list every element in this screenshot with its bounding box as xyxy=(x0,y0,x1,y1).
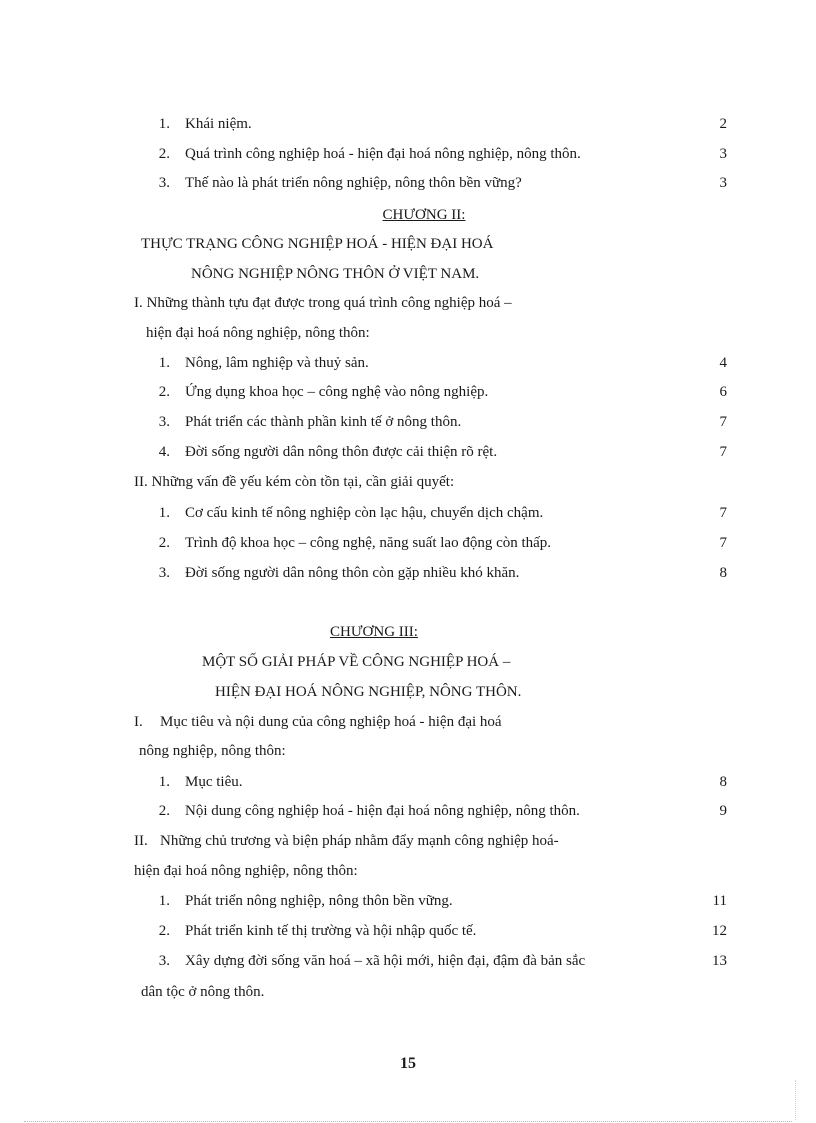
section-heading: I. Những thành tựu đạt được trong quá trình công nghiệp hoá – xyxy=(134,295,512,311)
entry-page: 11 xyxy=(712,893,727,909)
entry-text: Cơ cấu kinh tế nông nghiệp còn lạc hậu, chuyển dịch chậm. xyxy=(185,505,544,521)
entry-page: 3 xyxy=(719,175,727,191)
entry-number: 3. xyxy=(158,565,170,581)
section-heading-continued: nông nghiệp, nông thôn: xyxy=(139,743,286,759)
page-edge-divider xyxy=(795,1080,796,1120)
entry-number: 3. xyxy=(158,953,170,969)
chapter-title: THỰC TRẠNG CÔNG NGHIỆP HOÁ - HIỆN ĐẠI HOÁ xyxy=(141,236,494,252)
chapter-heading: CHƯƠNG III: xyxy=(330,624,418,640)
entry-text: Khái niệm. xyxy=(185,116,252,132)
entry-page: 4 xyxy=(719,355,727,371)
entry-text-continued: dân tộc ở nông thôn. xyxy=(141,984,265,1000)
entry-page: 8 xyxy=(719,565,727,581)
entry-number: 2. xyxy=(158,146,170,162)
section-heading-continued: hiện đại hoá nông nghiệp, nông thôn: xyxy=(134,863,358,879)
entry-number: 1. xyxy=(158,893,170,909)
entry-text: Thế nào là phát triển nông nghiệp, nông thôn bền vững? xyxy=(185,175,522,191)
entry-number: 1. xyxy=(158,774,170,790)
page-number: 15 xyxy=(400,1055,416,1072)
entry-text: Phát triển kinh tế thị trường và hội nhập quốc tế. xyxy=(185,923,477,939)
entry-text: Phát triển các thành phần kinh tế ở nông thôn. xyxy=(185,414,462,430)
entry-text: Đời sống người dân nông thôn còn gặp nhiều khó khăn. xyxy=(185,565,520,581)
entry-number: 2. xyxy=(158,803,170,819)
chapter-title: HIỆN ĐẠI HOÁ NÔNG NGHIỆP, NÔNG THÔN. xyxy=(215,684,522,700)
entry-text: Mục tiêu. xyxy=(185,774,243,790)
entry-text: Đời sống người dân nông thôn được cải thiện rõ rệt. xyxy=(185,444,498,460)
entry-page: 7 xyxy=(719,444,727,460)
entry-number: 3. xyxy=(158,414,170,430)
chapter-title: MỘT SỐ GIẢI PHÁP VỀ CÔNG NGHIỆP HOÁ – xyxy=(202,654,511,670)
entry-page: 3 xyxy=(719,146,727,162)
entry-page: 9 xyxy=(719,803,727,819)
entry-number: 1. xyxy=(158,505,170,521)
section-heading-continued: hiện đại hoá nông nghiệp, nông thôn: xyxy=(146,325,370,341)
section-roman-numeral: II. xyxy=(134,833,148,849)
section-roman-numeral: I. xyxy=(134,714,143,730)
entry-text: Ứng dụng khoa học – công nghệ vào nông nghiệp. xyxy=(185,384,489,400)
section-heading: II. Những vấn đề yếu kém còn tồn tại, cần giải quyết: xyxy=(134,474,455,490)
entry-number: 2. xyxy=(158,384,170,400)
section-heading-text: Mục tiêu và nội dung của công nghiệp hoá - hiện đại hoá xyxy=(160,714,502,730)
entry-number: 2. xyxy=(158,923,170,939)
entry-number: 3. xyxy=(158,175,170,191)
entry-page: 12 xyxy=(712,923,727,939)
entry-number: 4. xyxy=(158,444,170,460)
entry-text: Quá trình công nghiệp hoá - hiện đại hoá nông nghiệp, nông thôn. xyxy=(185,146,581,162)
entry-text: Nội dung công nghiệp hoá - hiện đại hoá nông nghiệp, nông thôn. xyxy=(185,803,580,819)
entry-page: 6 xyxy=(719,384,727,400)
entry-page: 2 xyxy=(719,116,727,132)
entry-page: 7 xyxy=(719,414,727,430)
section-heading-text: Những chủ trương và biện pháp nhằm đẩy mạnh công nghiệp hoá- xyxy=(160,833,559,849)
entry-text: Phát triển nông nghiệp, nông thôn bền vững. xyxy=(185,893,453,909)
entry-number: 1. xyxy=(158,355,170,371)
entry-number: 2. xyxy=(158,535,170,551)
entry-text: Trình độ khoa học – công nghệ, năng suất lao động còn thấp. xyxy=(185,535,552,551)
entry-text: Xây dựng đời sống văn hoá – xã hội mới, hiện đại, đậm đà bản sắc xyxy=(185,953,586,969)
entry-page: 7 xyxy=(719,505,727,521)
entry-text: Nông, lâm nghiệp và thuỷ sản. xyxy=(185,355,369,371)
chapter-heading: CHƯƠNG II: xyxy=(382,207,466,223)
entry-page: 13 xyxy=(712,953,727,969)
page-edge-divider xyxy=(24,1121,792,1122)
chapter-title: NÔNG NGHIỆP NÔNG THÔN Ở VIỆT NAM. xyxy=(191,266,480,282)
entry-page: 7 xyxy=(719,535,727,551)
entry-page: 8 xyxy=(719,774,727,790)
entry-number: 1. xyxy=(158,116,170,132)
